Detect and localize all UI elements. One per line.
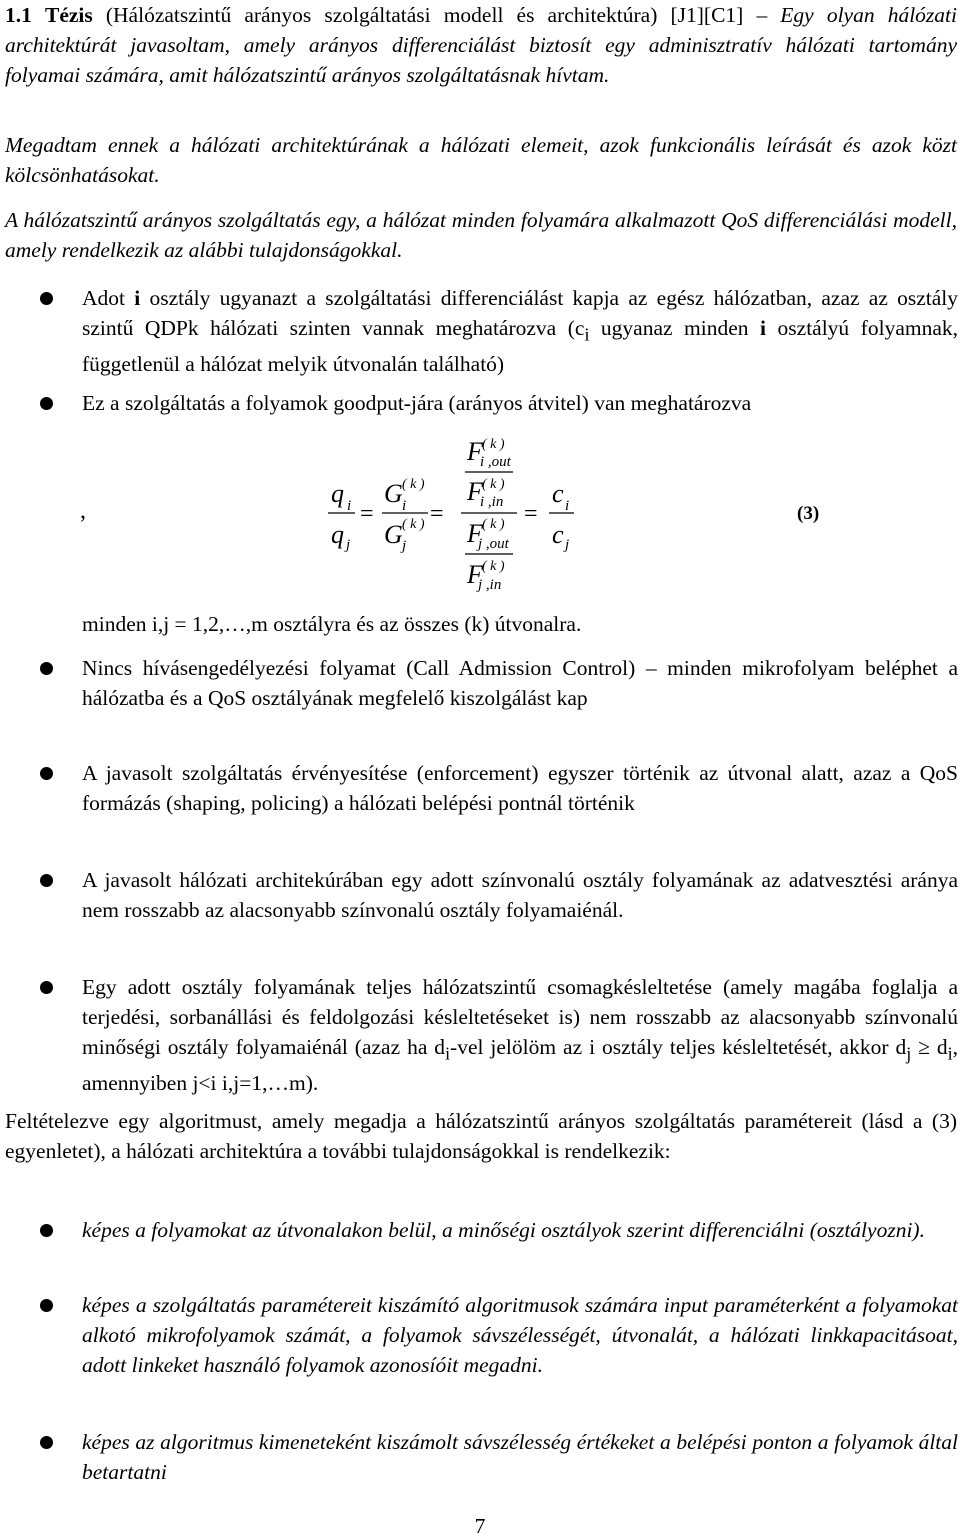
ge-symbol: ≥ bbox=[918, 1035, 930, 1059]
bold-symbol: i bbox=[760, 316, 767, 340]
F-symbol: F bbox=[467, 560, 483, 589]
bullet-dot bbox=[40, 1436, 53, 1449]
bullet-dot bbox=[40, 662, 53, 675]
F-symbol: F bbox=[467, 437, 483, 466]
text-run: osztályú folyamnak, függetlenül a hálózat melyik útvonalán található) bbox=[82, 316, 958, 377]
text-run: osztály ugyanazt a szolgáltatási differenciálást kapja az egész hálózatban, azaz az osztály szintű QDPk hálózati szinten vannak meghatározva (c bbox=[82, 286, 959, 340]
text-run: -vel jelölöm az i osztály teljes késleltetését, akkor d bbox=[450, 1035, 907, 1059]
text-run: Egy adott osztály folyamának teljes hálózatszintű csomagkésleltetése (amely magába foglalja a terjedési, sorbanállási és feldolgozási késleltetéseket is) nem rosszabb az alacsonyabb színvonalú minőségi osztály folyamaiénál (azaz ha d bbox=[82, 975, 958, 1059]
G-symbol: G bbox=[384, 479, 403, 508]
paragraph-properties: A hálózatszintű arányos szolgáltatás egy, a hálózat minden folyamára alkalmazott QoS differenciálási modell, amely rendelkezik az alábbi tulajdonságokkal. bbox=[5, 208, 957, 262]
sub-i: i bbox=[565, 498, 570, 514]
sup-k: ( k ) bbox=[482, 477, 505, 492]
subscript: i bbox=[947, 1043, 953, 1064]
bold-symbol: i bbox=[134, 286, 141, 310]
bullet-dot bbox=[40, 397, 53, 410]
bullet-item-enforce-bandwidth: képes az algoritmus kimeneteként kiszámolt sávszélesség értékeket a belépési ponton a folyamok által betartatni bbox=[82, 1430, 958, 1484]
sub-j: j bbox=[565, 537, 570, 553]
equation-comma: , bbox=[80, 498, 86, 524]
sup-k: ( k ) bbox=[482, 437, 505, 452]
sub-i: i bbox=[402, 498, 407, 514]
bullet-item-delay bbox=[82, 972, 958, 1098]
paragraph-further-properties: Feltételezve egy algoritmust, amely megadja a hálózatszintű arányos szolgáltatás paramétereit (lásd a (3) egyenletet), a hálózati architektúra a további tulajdonságokkal is rendelkezik: bbox=[5, 1109, 957, 1163]
sub-j: j bbox=[346, 537, 351, 553]
q-symbol: q bbox=[331, 520, 344, 549]
section-dash: – bbox=[756, 3, 768, 27]
bullet-dot bbox=[40, 1299, 53, 1312]
sup-k: ( k ) bbox=[402, 477, 425, 492]
F-symbol: F bbox=[467, 519, 483, 548]
G-symbol: G bbox=[384, 520, 403, 549]
sub-i-in: i ,in bbox=[480, 494, 504, 510]
bullet-item-loss-ratio: A javasolt hálózati architekúrában egy adott színvonalú osztály folyamának az adatvesztési aránya nem rosszabb az alacsonyabb színvonalú osztály folyamaiénál. bbox=[82, 868, 958, 922]
subscript: j bbox=[906, 1043, 912, 1064]
subscript: i bbox=[445, 1043, 451, 1064]
bullet-dot bbox=[40, 767, 53, 780]
text-run: , amennyiben j<i i,j=1,…m). bbox=[82, 1035, 959, 1096]
bullet-item-classify: képes a folyamokat az útvonalakon belül, a minőségi osztályok szerint differenciálni (osztályozni). bbox=[82, 1218, 925, 1242]
equals-sign: = bbox=[360, 501, 374, 527]
section-label: Tézis bbox=[44, 3, 93, 27]
text-run: ugyanaz minden bbox=[589, 316, 761, 340]
bullet-item-goodput: Ez a szolgáltatás a folyamok goodput-jára (arányos átvitel) van meghatározva bbox=[82, 391, 752, 415]
c-symbol: c bbox=[552, 520, 564, 549]
subscript: i bbox=[584, 324, 590, 345]
equals-sign: = bbox=[430, 501, 444, 527]
equation-number: (3) bbox=[797, 503, 820, 524]
q-symbol: q bbox=[331, 479, 344, 508]
equation-svg bbox=[0, 430, 960, 600]
bullet-dot bbox=[40, 981, 53, 994]
equals-sign: = bbox=[524, 501, 538, 527]
section-intro: Egy olyan hálózati architektúrát javasoltam, amely arányos differenciálást biztosít egy adminisztratív hálózati tartomány folyamai számára, amit hálózatszintű arányos szolgáltatásnak hívtam. bbox=[5, 3, 957, 87]
page-number: 7 bbox=[474, 1514, 486, 1538]
sup-k: ( k ) bbox=[482, 517, 505, 532]
bullet-dot bbox=[40, 292, 53, 305]
sub-i: i bbox=[347, 498, 352, 514]
sup-k: ( k ) bbox=[402, 517, 425, 532]
F-symbol: F bbox=[467, 477, 483, 506]
paragraph-elements: Megadtam ennek a hálózati architektúrának a hálózati elemeit, azok funkcionális leírását és azok közt kölcsönhatásokat. bbox=[5, 133, 957, 187]
section-title: (Hálózatszintű arányos szolgáltatási modell és architektúra) [J1][C1] bbox=[92, 3, 757, 27]
sup-k: ( k ) bbox=[482, 559, 505, 574]
bullet-item-no-cac: Nincs hívásengedélyezési folyamat (Call Admission Control) – minden mikrofolyam beléphet a hálózatba és a QoS osztályának megfelelő kiszolgálást kap bbox=[82, 656, 958, 710]
sub-j-out: j ,out bbox=[478, 536, 509, 552]
bullet-item-input-params: képes a szolgáltatás paramétereit kiszámító algoritmusok számára input paraméterként a folyamokat alkotó mikrofolyamok számát, a folyamok sávszélességét, útvonalát, a hálózati linkkapacitásoat, adott linkeket használó folyamok azonosíóit megadni. bbox=[82, 1293, 958, 1377]
sub-j: j bbox=[402, 538, 407, 554]
c-symbol: c bbox=[552, 479, 564, 508]
equation-qualifier: minden i,j = 1,2,…,m osztályra és az összes (k) útvonalra. bbox=[82, 612, 582, 636]
thesis-heading-paragraph bbox=[5, 0, 957, 90]
bullet-item-class-service bbox=[82, 283, 958, 379]
sub-i-out: i ,out bbox=[480, 454, 511, 470]
bullet-item-enforcement: A javasolt szolgáltatás érvényesítése (enforcement) egyszer történik az útvonal alatt, azaz a QoS formázás (shaping, policing) a hálózati belépési pontnál történik bbox=[82, 761, 958, 815]
text-run: d bbox=[929, 1035, 948, 1059]
bullet-dot bbox=[40, 874, 53, 887]
bullet-dot bbox=[40, 1224, 53, 1237]
sub-j-in: j ,in bbox=[478, 577, 502, 593]
text-run: Adot bbox=[82, 286, 135, 310]
equation-3 bbox=[0, 430, 960, 600]
section-number: 1.1 bbox=[5, 3, 32, 27]
